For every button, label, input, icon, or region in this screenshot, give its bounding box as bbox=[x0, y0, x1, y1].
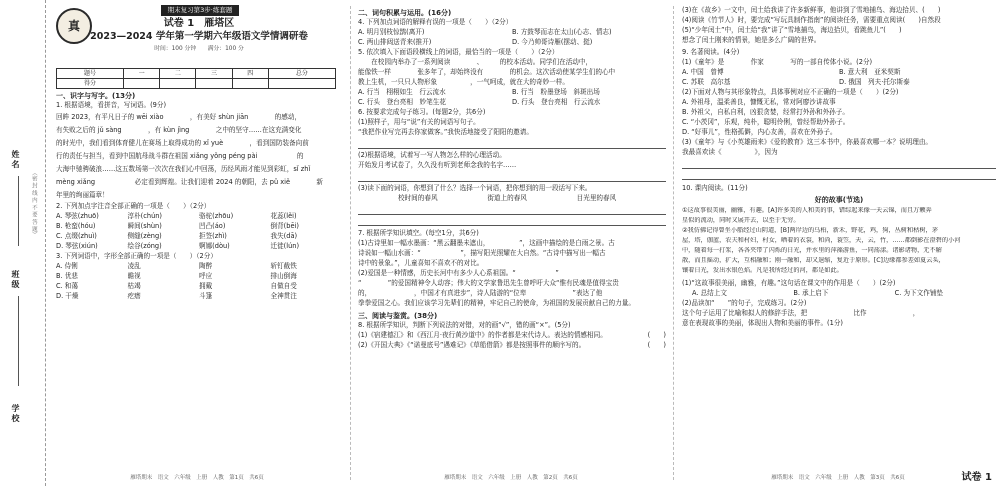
q7-line: 诗中的景象。”，儿童喜知不喜欢不的对比。 bbox=[358, 258, 484, 267]
q9-2-option[interactable]: A. 外祖母，温柔善良，慷慨无私，常对阿廖沙讲故事 bbox=[682, 98, 836, 106]
score-head-cell: 四 bbox=[232, 69, 268, 79]
option: 斗篷 bbox=[199, 291, 213, 300]
q9-2: (2)下面对人物与其形象特点，具体事例对应不正确的一项是（ ）(2分) bbox=[682, 88, 899, 96]
q2-option-row bbox=[56, 232, 342, 242]
score-cell[interactable] bbox=[268, 79, 335, 89]
option: 排山倒海 bbox=[270, 271, 297, 280]
question-9: 9. 名著阅读。(4分) bbox=[682, 48, 740, 56]
exam-number-mark: 试卷 1 bbox=[961, 471, 992, 483]
q5-line: 教上生机，一只只人物形象 ，一气呵成，就在大的奇妙一样。 bbox=[358, 77, 569, 86]
option: 拒签(zhì) bbox=[199, 231, 227, 240]
page-divider bbox=[350, 6, 351, 480]
option[interactable]: C. 行头 登台亮相 妙笔生花 bbox=[358, 97, 446, 106]
q7-line: 诗说如一幅山水画：“ ”，描写阳光照耀在大自然。“古诗中描写出一幅古 bbox=[358, 248, 606, 257]
option: 淳朴(chún) bbox=[127, 211, 162, 220]
section-3-heading: 三、阅读与鉴赏。(38分) bbox=[358, 311, 438, 320]
question-10: 10. 课内阅读。(11分) bbox=[682, 184, 748, 192]
question-5: 5. 依次填入下面语段横线上的词语，最恰当的一项是（ ）（2分） bbox=[358, 47, 559, 56]
option: 瞻视 bbox=[127, 271, 141, 280]
q4-option-row bbox=[358, 28, 666, 38]
option[interactable]: B. 方鼓琴而志在太山(心志、情志) bbox=[512, 27, 612, 36]
q6-2: (2)根据语境，试着写一写人物怎么样的心理活动。 bbox=[358, 150, 506, 159]
page-footer: 雁塔期末 语文 六年级 上册 人教 第2页 共6页 bbox=[444, 475, 578, 482]
q8-continued: (4)阅读《竹节人》时，要完成“写玩具制作指南”的阅读任务，需要重点阅读( )自然段 bbox=[682, 16, 941, 24]
option[interactable]: C. 苏联 高尔基 bbox=[682, 78, 731, 86]
score-row-label: 得分 bbox=[57, 79, 124, 89]
score-head-cell: 二 bbox=[160, 69, 196, 79]
exam-title: 试卷 1 雁塔区 bbox=[163, 18, 235, 29]
score-head-cell: 一 bbox=[124, 69, 160, 79]
page-3-content bbox=[682, 6, 996, 329]
answer-line[interactable] bbox=[358, 171, 666, 182]
q9-3: (3)《童年》与《小英雄雨来》《爱的教育》这三本书中，你最喜欢哪一本？说明理由。 bbox=[682, 138, 933, 146]
q5-option-row bbox=[358, 98, 666, 108]
exam-header bbox=[56, 4, 342, 66]
name-label: 姓名 bbox=[11, 150, 20, 170]
q1-line: mèng xiǎng 必定看到辉煌。让我们迎着 2024 的朝阳，去 pǔ xiě 新 bbox=[56, 177, 324, 186]
page-footer: 雁塔期末 语文 六年级 上册 人教 第1页 共6页 bbox=[130, 475, 264, 482]
q1-passage bbox=[56, 111, 342, 202]
question-8: 8. 根据所学知识，判断下列说法的对错，对的画“√”，错的画“×”。(5分) bbox=[358, 320, 571, 329]
passage-line: 屋，塔，伽蓝，农夫和村妇，村女，晒着的衣裳，和尚，蓑笠，天，云，竹，……都倒影在澄碧的小河 bbox=[682, 236, 961, 244]
question-2: 2. 下列加点字注音全部正确的一项是（ ）（2分） bbox=[56, 201, 211, 210]
class-label: 班级 bbox=[11, 270, 20, 290]
score-cell[interactable] bbox=[160, 79, 196, 89]
q10-1-options bbox=[682, 289, 996, 299]
option[interactable]: C. 为下文作铺垫 bbox=[894, 288, 944, 297]
option: 呼应 bbox=[199, 271, 213, 280]
q7-line: (2)爱国是一种情感，历史长河中有多少人心系祖国。“ ” bbox=[358, 268, 559, 277]
q8-statement: (1)《宿建德江》和《西江月·夜行黄沙道中》的作者都是宋代诗人。表达的情感相同。 bbox=[358, 330, 607, 339]
q8-continued: (3)在《故乡》一文中，闰土给我讲了许多新鲜事，他讲到了雪地捕鸟、海边拾贝、( ) bbox=[682, 6, 941, 14]
option[interactable]: A. 总结上文 bbox=[692, 288, 727, 297]
q6-1-example: “我把作业写完再去你家做客。”我快活地接受了阳阳的邀请。 bbox=[358, 127, 533, 136]
name-write-line bbox=[18, 176, 19, 246]
passage-title: 好的故事(节选) bbox=[814, 196, 864, 204]
q9-option-row bbox=[682, 78, 996, 88]
answer-line[interactable] bbox=[358, 138, 666, 149]
q1-line: 年里的绚丽篇章！ bbox=[56, 190, 109, 199]
q7-line: 拳拳爱国之心。我们应该学习先辈们的精神，牢记自己的使命，为祖国的发展贡献自己的力量。 bbox=[358, 298, 635, 307]
page-2-content bbox=[358, 6, 666, 351]
option: 骆驼(zhōu) bbox=[199, 211, 234, 220]
q6-3: (3)读下面的词语，你想到了什么？选择一个词语，把你想到的用一段话写下来。 bbox=[358, 183, 592, 192]
q3-option-row bbox=[56, 262, 342, 272]
answer-line[interactable] bbox=[358, 204, 666, 215]
passage-line: 星似的流动，同时又展开去，以至于无穷。 bbox=[682, 216, 800, 224]
option: 自做自受 bbox=[270, 281, 297, 290]
seal-line-note: （密 封 线 内 不 要 答 题） bbox=[30, 170, 37, 238]
option[interactable]: 目光里的春风 bbox=[576, 193, 617, 202]
q1-line: 有失败之后的 jǔ sàng ，有 kùn jìng 之中的坚守……在这充满变化 bbox=[56, 125, 302, 134]
q10-2-line: 这个句子运用了比喻和拟人的修辞手法，把 比作 ， bbox=[682, 308, 920, 317]
q10-2-line: 意在表现故事的美丽，体现出人物和美丽的事件。(1分) bbox=[682, 318, 843, 327]
option[interactable]: A. 明月别枝惊鹊(离开) bbox=[358, 27, 425, 36]
score-table-header bbox=[57, 69, 336, 79]
option: 绘谷(zóng) bbox=[127, 241, 162, 250]
option: 凹凸(áo) bbox=[199, 221, 226, 230]
school-label: 学校 bbox=[11, 404, 20, 424]
q3-option-row bbox=[56, 282, 342, 292]
answer-line[interactable] bbox=[682, 158, 996, 169]
option[interactable]: D. 俄国 列夫·托尔斯泰 bbox=[839, 78, 910, 86]
q7-line: (1)古诗里如一幅水墨画：“黑云翻墨未遮山， ”，这画中描绘的是白雨之景。古 bbox=[358, 238, 615, 247]
q9-1: (1)《童年》是 作家 写的一部自传体小说。(2分) bbox=[682, 58, 873, 66]
q8-continued: (5)“少年闰土”中，闰土给“我”讲了“雪地捕鸟，海边拾贝，看跳鱼儿”( ) bbox=[682, 26, 902, 34]
q7-line: “ ”的爱国精神令人动容；伟大的文学家鲁迅先生曾呼吁大众“惟有民魂是值得宝贵 bbox=[358, 278, 619, 287]
answer-line[interactable] bbox=[682, 169, 996, 180]
option: 倒背(bēi) bbox=[270, 221, 299, 230]
question-3: 3. 下列词语中，字形全部正确的一项是（ ）（2分） bbox=[56, 251, 217, 260]
option[interactable]: C. 和蔼 bbox=[56, 281, 78, 290]
q1-line: 大海中驰骋破浪……这五数场第一次次在我们心中回荡，历经风雨才能见到彩虹，sǐ zhǐ bbox=[56, 164, 311, 173]
passage-line: ①这故事很美丽，幽雅，有趣。[A]许多美的人和美的事，错综起来像一天云锦，而且万颗奔 bbox=[682, 206, 932, 214]
passage-line: 散，而且摇动，扩大，互相融和；刚一融和，却又退缩，复近于原形。[C]边缘都参差如夏云头， bbox=[682, 256, 945, 264]
q4-option-row bbox=[358, 38, 666, 48]
q5-line: 能像铁一样 张多年了，却始终没有 的机会。这次活动使某学生们的心中 bbox=[358, 67, 616, 76]
q2-option-row bbox=[56, 242, 342, 252]
q9-2-option[interactable]: B. 外祖父，自私自利，凶狠贪婪，经常打外孙和外孙子。 bbox=[682, 108, 849, 116]
option: 斩钉截铁 bbox=[270, 261, 297, 270]
option[interactable]: B. 枪蛮(hóu) bbox=[56, 221, 96, 230]
q5-line: 在校园内举办了一系列阅读 、 的校本活动。同学们在活动中， bbox=[358, 57, 593, 66]
q3-option-row bbox=[56, 272, 342, 282]
q6-1: (1)照样子，用与“说”有关的词语写句子。 bbox=[358, 117, 480, 126]
exam-page-2 bbox=[352, 0, 670, 486]
question-7: 7. 根据所学知识填空。(每空1分，共6分) bbox=[358, 228, 479, 237]
option[interactable]: A. 行当 栩栩如生 行云流水 bbox=[358, 87, 446, 96]
q9-2-option[interactable]: C. “小茨冈”，乐观，纯朴，聪明伶俐，曾经帮助外孙子。 bbox=[682, 118, 850, 126]
score-head-cell: 总分 bbox=[268, 69, 335, 79]
option[interactable]: 街道上的春风 bbox=[487, 193, 527, 202]
option[interactable]: D. 行头 登台亮相 行云流水 bbox=[512, 97, 601, 106]
option: 疙瘩 bbox=[127, 291, 141, 300]
option[interactable]: C. 两山排闼送青来(推开) bbox=[358, 37, 432, 46]
option: 花蕊(lěi) bbox=[270, 211, 297, 220]
question-1: 1. 根据语境，看拼音，写词语。(9分) bbox=[56, 100, 167, 109]
exam-page-3 bbox=[676, 0, 1000, 486]
publisher-seal-logo: 真 bbox=[56, 8, 92, 44]
option[interactable]: A. 侍俐 bbox=[56, 261, 78, 270]
question-4: 4. 下列加点词语的解释有误的一项是（ ）（2分） bbox=[358, 17, 513, 26]
option[interactable]: 校时间的春风 bbox=[398, 193, 438, 202]
q6-3-options bbox=[358, 194, 666, 204]
q5-option-row bbox=[358, 88, 666, 98]
exam-page-1 bbox=[0, 0, 348, 486]
option: 全神贯注 bbox=[270, 291, 297, 300]
option[interactable]: B. 承上启下 bbox=[793, 288, 829, 297]
option: 瞬间(shùn) bbox=[127, 221, 162, 230]
option[interactable]: C. 点缀(zhuì) bbox=[56, 231, 97, 240]
q10-1: (1)“这故事很美丽，幽雅，有趣。”这句话在课文中的作用是（ ）(2分) bbox=[682, 278, 896, 287]
q1-line: 行的责任与担当，看到中国航母战斗群在祖国 xiǎng yǒng péng pài 的 bbox=[56, 151, 304, 160]
page-divider bbox=[673, 6, 674, 480]
score-head-cell: 三 bbox=[196, 69, 232, 79]
q6-2-prompt: 开始发月考试卷了，久久没有听到老师念我的名字…… bbox=[358, 160, 517, 169]
q7-line: 的， ，中国才有真进步”，诗人陆游的“位卑 ”表达了他 bbox=[358, 288, 603, 297]
exam-meta: 时间：100 分钟 满分：100 分 bbox=[154, 46, 244, 52]
option: 婀娜(dòu) bbox=[199, 241, 230, 250]
option: 侧缝(zèng) bbox=[127, 231, 162, 240]
page-footer: 雁塔期末 语文 六年级 上册 人教 第3页 共6页 bbox=[771, 475, 905, 482]
option[interactable]: A. 中国 曾博 bbox=[682, 68, 724, 76]
q8-item bbox=[358, 341, 666, 351]
option: 枯竭 bbox=[127, 281, 141, 290]
binding-margin bbox=[0, 0, 46, 486]
option: 凌乱 bbox=[127, 261, 141, 270]
class-write-line bbox=[18, 296, 19, 386]
q9-2-option[interactable]: D. “好事儿”，性格孤僻，内心友善，喜欢在外孙子。 bbox=[682, 128, 837, 136]
answer-line[interactable] bbox=[358, 215, 666, 226]
score-head-cell: 题号 bbox=[57, 69, 124, 79]
q8-item bbox=[358, 331, 666, 341]
q1-line: 回眸 2023，有平凡日子的 wēi xiào ，有美好 shùn jiān 的感动， bbox=[56, 112, 302, 121]
q1-line: 的时光中，我们看到体育健儿在赛场上取得成功的 xǐ yuè ，看到国防装备向前 bbox=[56, 138, 309, 147]
score-cell[interactable] bbox=[124, 79, 160, 89]
option[interactable]: B. 行当 粉墨登场 斜斑出场 bbox=[512, 87, 600, 96]
score-cell[interactable] bbox=[232, 79, 268, 89]
section-2-heading: 二、词句积累与运用。(16分) bbox=[358, 9, 452, 17]
score-table-row bbox=[57, 79, 336, 89]
q2-option-row bbox=[56, 212, 342, 222]
option: 我失(dā) bbox=[270, 231, 298, 240]
option: 拥戴 bbox=[199, 281, 213, 290]
q9-3-prompt: 我最喜欢读《 》，因为 bbox=[682, 148, 778, 156]
page-1-content bbox=[56, 4, 342, 302]
section-1-heading: 一、识字与写字。(13分) bbox=[56, 92, 136, 100]
option: 陶醉 bbox=[199, 261, 213, 270]
score-cell[interactable] bbox=[196, 79, 232, 89]
q10-2: (2)品读加“ ”的句子，完成练习。(2分) bbox=[682, 298, 807, 307]
option[interactable]: B. 优悲 bbox=[56, 271, 78, 280]
q3-option-row bbox=[56, 292, 342, 302]
reading-passage bbox=[682, 207, 996, 277]
q2-option-row bbox=[56, 222, 342, 232]
option[interactable]: D. 干燥 bbox=[56, 291, 79, 300]
option[interactable]: D. 今乃帅哥诗雁(摆动、挺) bbox=[512, 37, 593, 46]
option: 迁徙(lún) bbox=[270, 241, 300, 250]
exam-subtitle: 2023—2024 学年第一学期六年级语文学情调研卷 bbox=[90, 31, 308, 42]
q9-option-row bbox=[682, 68, 996, 78]
q8-answer-box[interactable]: ( ) bbox=[647, 340, 666, 349]
option[interactable]: D. 琴弦(xiún) bbox=[56, 241, 98, 250]
passage-line: 中，随着每一打浆，各各夹带了闪烁的日光，并水里的萍藻游鱼，一同荡漾。诸影诸物，无不解 bbox=[682, 246, 942, 254]
option[interactable]: B. 意大利 亚米契斯 bbox=[839, 68, 901, 76]
passage-line: ②我仿佛记得曾坐小船经过山阴道，[B]两岸边的乌桕，新禾，野花，鸡，狗，丛树和枯树，茅 bbox=[682, 226, 938, 234]
q8-continued: 想念了闰土刚来的情景，她是多么广阔的世界。 bbox=[682, 36, 821, 44]
review-banner: 期末复习第3步·练套题 bbox=[161, 5, 239, 16]
option[interactable]: A. 琴弦(zhuō) bbox=[56, 211, 99, 220]
question-6: 6. 按要求完成句子练习。(每题2分，共6分) bbox=[358, 107, 486, 116]
passage-line: 镶着日光，发出水银色焰。凡是我所经过的河，都是如此。 bbox=[682, 266, 843, 274]
score-table bbox=[56, 68, 336, 89]
q8-statement: (2)《开国大典》《“诺曼底号”遇难记》《草船借箭》都是按照事件的顺序写的。 bbox=[358, 340, 586, 349]
q8-answer-box[interactable]: ( ) bbox=[647, 330, 666, 339]
